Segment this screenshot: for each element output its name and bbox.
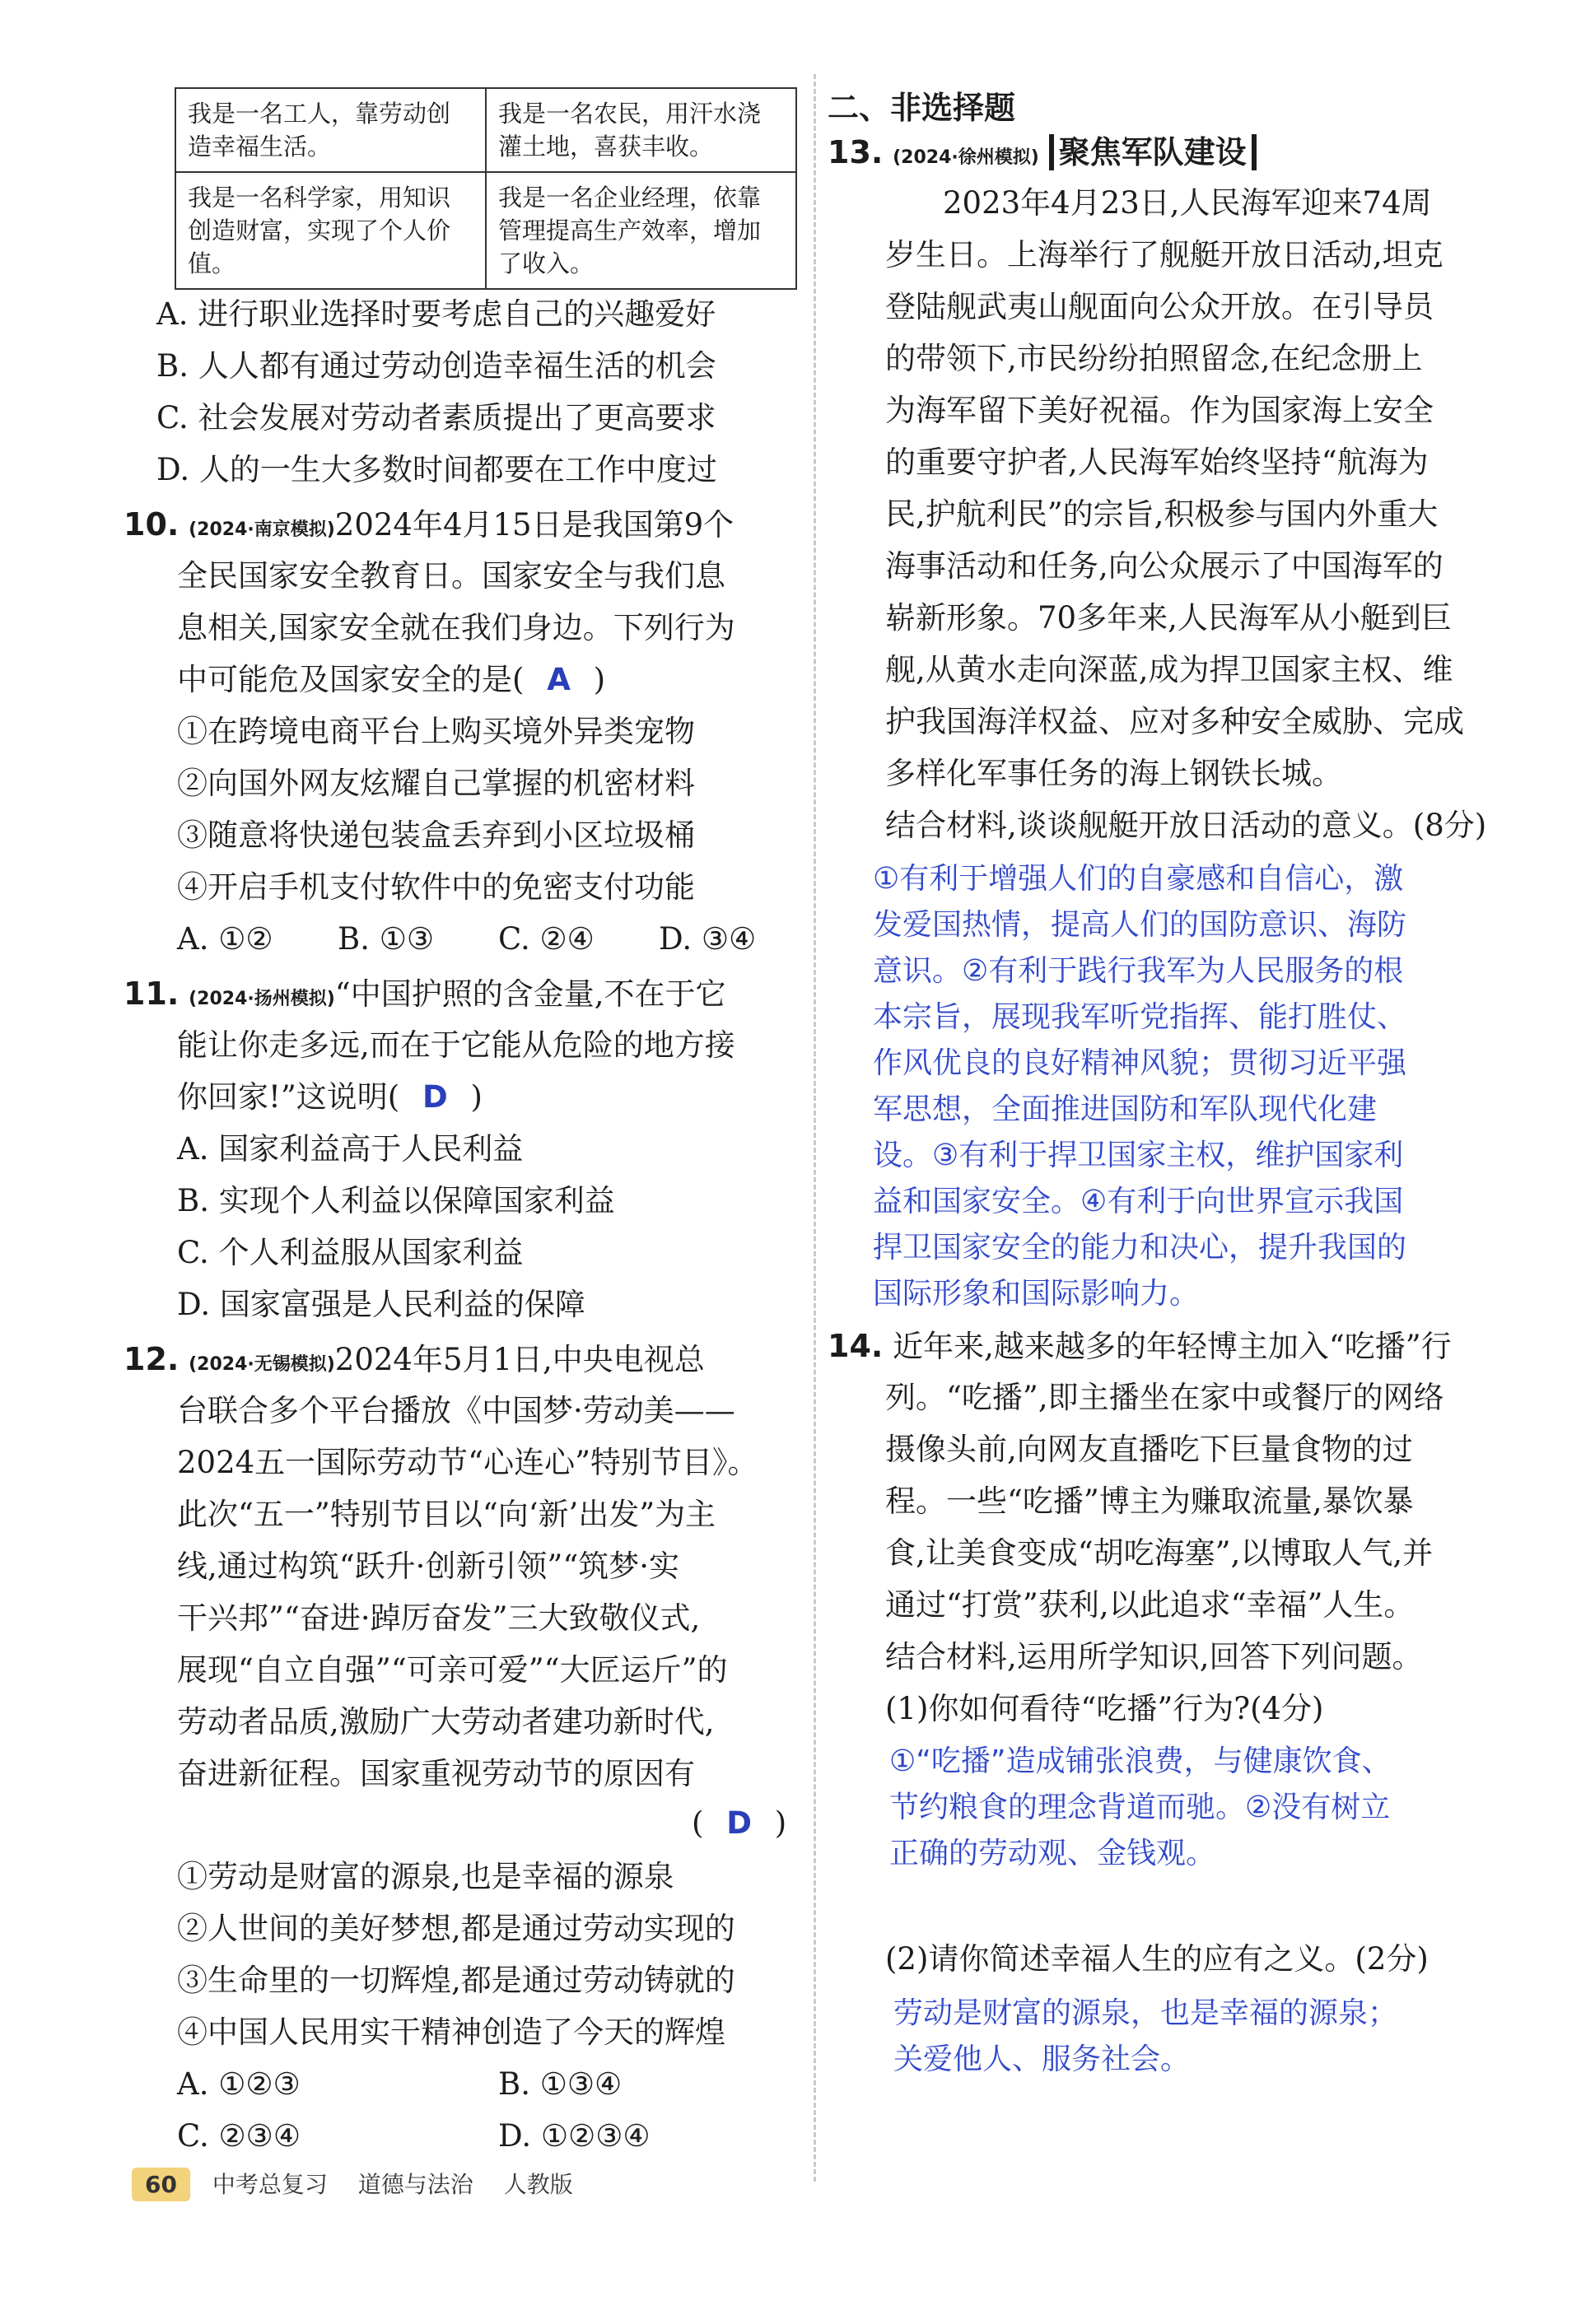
handwritten-answer: 正确的劳动观、金钱观。	[889, 1837, 1216, 1870]
choice: B. ①③	[338, 921, 435, 957]
table-cell: 我是一名企业经理，依靠管理提高生产效率，增加了收入。	[486, 172, 796, 289]
material-text: 程。一些“吃播”博主为赚取流量,暴饮暴	[885, 1483, 1414, 1519]
material-text: 护我国海洋权益、应对多种安全威胁、完成	[885, 704, 1464, 739]
option: D. 人的一生大多数时间都要在工作中度过	[156, 452, 717, 487]
question-number: 11.	[124, 976, 180, 1012]
material-text: 列。“吃播”,即主播坐在家中或餐厅的网络	[885, 1380, 1444, 1415]
bracket: )	[470, 1079, 483, 1115]
material-text: 通过“打赏”获利,以此追求“幸福”人生。	[885, 1587, 1415, 1623]
page-footer	[132, 2167, 573, 2201]
question-text: 台联合多个平台播放《中国梦·劳动美——	[177, 1393, 735, 1428]
statement: ①劳动是财富的源泉,也是幸福的源泉	[177, 1859, 674, 1894]
handwritten-answer: 设。③有利于捍卫国家主权，维护国家利	[873, 1139, 1404, 1172]
question-text: 线,通过构筑“跃升·创新引领”“筑梦·实	[177, 1549, 680, 1584]
bracket: )	[593, 662, 606, 697]
question-text: 劳动者品质,激励广大劳动者建功新时代,	[177, 1704, 715, 1740]
choice: D. ③④	[659, 921, 757, 957]
material-text: 近年来,越来越多的年轻博主加入“吃播”行	[893, 1329, 1452, 1364]
option: B. 人人都有通过劳动创造幸福生活的机会	[156, 348, 716, 384]
question-text: 2024五一国际劳动节“心连心”特别节目》。	[177, 1445, 758, 1480]
statement: ②向国外网友炫耀自己掌握的机密材料	[177, 766, 695, 801]
question-prompt: 结合材料,谈谈舰艇开放日活动的意义。(8分)	[885, 808, 1487, 843]
question-number: 10.	[124, 506, 180, 543]
choice: A. ①②	[177, 921, 273, 957]
choice: B. ①③④	[498, 2066, 623, 2102]
handwritten-answer: 关爱他人、服务社会。	[893, 2042, 1191, 2076]
handwritten-answer: 发爱国热情，提高人们的国防意识、海防	[873, 908, 1407, 942]
bracket: )	[774, 1805, 787, 1841]
question-text: 全民国家安全教育日。国家安全与我们息	[177, 558, 725, 594]
choice: C. ②③④	[177, 2118, 301, 2154]
question-number: 13.	[828, 134, 884, 170]
handwritten-answer: 益和国家安全。④有利于向世界宣示我国	[873, 1185, 1404, 1218]
question-prompt: (1)你如何看待“吃播”行为?(4分)	[885, 1691, 1324, 1726]
question-text: 能让你走多远,而在于它能从危险的地方接	[177, 1027, 735, 1063]
question-text: 干兴邦”“奋进·踔厉奋发”三大致敬仪式,	[177, 1600, 701, 1636]
subject-title: 道德与法治	[357, 2171, 473, 2198]
statement: ④中国人民用实干精神创造了今天的辉煌	[177, 2014, 725, 2050]
choice: A. ①②③	[177, 2066, 301, 2102]
question-source: (2024·无锡模拟)	[189, 1354, 335, 1375]
question-text: 2024年4月15日是我国第9个	[334, 507, 735, 543]
question-prompt: (2)请你简述幸福人生的应有之义。(2分)	[885, 1941, 1429, 1977]
option: A. 进行职业选择时要考虑自己的兴趣爱好	[156, 296, 716, 332]
option: C. 个人利益服从国家利益	[177, 1235, 524, 1270]
handwritten-answer: 节约粮食的理念背道而驰。②没有树立	[889, 1791, 1391, 1824]
option: A. 国家利益高于人民利益	[177, 1131, 524, 1167]
section-title: 二、非选择题	[828, 90, 1016, 126]
material-text: 食,让美食变成“胡吃海塞”,以博取人气,并	[885, 1535, 1434, 1571]
material-text: 岁生日。上海举行了舰艇开放日活动,坦克	[885, 237, 1443, 272]
question-source: (2024·南京模拟)	[189, 519, 335, 540]
question-source: (2024·扬州模拟)	[189, 989, 335, 1009]
statement: ③随意将快递包装盒丢弃到小区垃圾桶	[177, 817, 695, 853]
question-text: “中国护照的含金量,不在于它	[334, 976, 726, 1012]
scenario-table	[175, 87, 797, 290]
handwritten-answer: 劳动是财富的源泉，也是幸福的源泉；	[893, 1996, 1398, 2030]
book-title: 中考总复习	[212, 2171, 328, 2198]
handwritten-answer: 意识。②有利于践行我军为人民服务的根	[873, 954, 1404, 988]
table-cell: 我是一名科学家，用知识创造财富，实现了个人价值。	[175, 172, 486, 289]
edition-label: 人教版	[503, 2171, 573, 2198]
answer-mark: D	[726, 1805, 752, 1841]
material-text: 民,护航利民”的宗旨,积极参与国内外重大	[885, 496, 1439, 532]
choice: D. ①②③④	[498, 2118, 651, 2154]
answer-mark: A	[547, 662, 571, 697]
question-text: 2024年5月1日,中央电视总	[334, 1342, 705, 1377]
question-text: 你回家!”这说明(	[177, 1079, 400, 1115]
choice: C. ②④	[498, 921, 595, 957]
question-text: 奋进新征程。国家重视劳动节的原因有	[177, 1756, 695, 1791]
option: D. 国家富强是人民利益的保障	[177, 1287, 585, 1322]
material-text: 登陆舰武夷山舰面向公众开放。在引导员	[885, 289, 1434, 324]
handwritten-answer: 作风优良的良好精神风貌；贯彻习近平强	[873, 1046, 1407, 1080]
question-source: (2024·徐州模拟)	[893, 147, 1039, 168]
question-number: 12.	[124, 1341, 180, 1377]
material-text: 海事活动和任务,向公众展示了中国海军的	[885, 548, 1443, 584]
material-text: 摄像头前,向网友直播吃下巨量食物的过	[885, 1432, 1413, 1467]
material-text: 多样化军事任务的海上钢铁长城。	[885, 756, 1342, 791]
statement: ①在跨境电商平台上购买境外异类宠物	[177, 714, 695, 749]
column-divider	[814, 74, 816, 2182]
handwritten-answer: ①“吃播”造成铺张浪费，与健康饮食、	[889, 1744, 1392, 1778]
question-text: 展现“自立自强”“可亲可爱”“大匠运斤”的	[177, 1652, 728, 1688]
question-text: 息相关,国家安全就在我们身边。下列行为	[177, 610, 735, 645]
statement: ④开启手机支付软件中的免密支付功能	[177, 869, 695, 905]
option: B. 实现个人利益以保障国家利益	[177, 1183, 615, 1218]
page-number: 60	[132, 2168, 190, 2201]
answer-mark: D	[422, 1079, 448, 1115]
handwritten-answer: 本宗旨，展现我军听党指挥、能打胜仗、	[873, 1000, 1407, 1034]
material-text: 舰,从黄水走向深蓝,成为捍卫国家主权、维	[885, 652, 1453, 687]
option: C. 社会发展对劳动者素质提出了更高要求	[156, 400, 716, 435]
handwritten-answer: 国际形象和国际影响力。	[873, 1277, 1200, 1311]
statement: ②人世间的美好梦想,都是通过劳动实现的	[177, 1911, 735, 1946]
question-text: 此次“五一”特别节目以“向‘新’出发”为主	[177, 1497, 716, 1532]
material-text: 2023年4月23日,人民海军迎来74周	[943, 185, 1432, 221]
material-text: 的重要守护者,人民海军始终坚持“航海为	[885, 445, 1429, 480]
handwritten-answer: 军思想，全面推进国防和军队现代化建	[873, 1092, 1378, 1126]
question-number: 14.	[828, 1328, 884, 1364]
question-text: 中可能危及国家安全的是(	[177, 662, 525, 697]
table-cell: 我是一名工人，靠劳动创造幸福生活。	[175, 88, 486, 172]
topic-tag: 聚焦军队建设	[1049, 134, 1257, 170]
handwritten-answer: ①有利于增强人们的自豪感和自信心，激	[873, 862, 1404, 896]
handwritten-answer: 捍卫国家安全的能力和决心，提升我国的	[873, 1231, 1407, 1264]
material-text: 为海军留下美好祝福。作为国家海上安全	[885, 393, 1434, 428]
material-text: 崭新形象。70多年来,人民海军从小艇到巨	[885, 600, 1452, 636]
table-cell: 我是一名农民，用汗水浇灌土地，喜获丰收。	[486, 88, 796, 172]
material-text: 结合材料,运用所学知识,回答下列问题。	[885, 1639, 1423, 1674]
statement: ③生命里的一切辉煌,都是通过劳动铸就的	[177, 1963, 735, 1998]
material-text: 的带领下,市民纷纷拍照留念,在纪念册上	[885, 341, 1423, 376]
bracket: (	[692, 1805, 704, 1841]
